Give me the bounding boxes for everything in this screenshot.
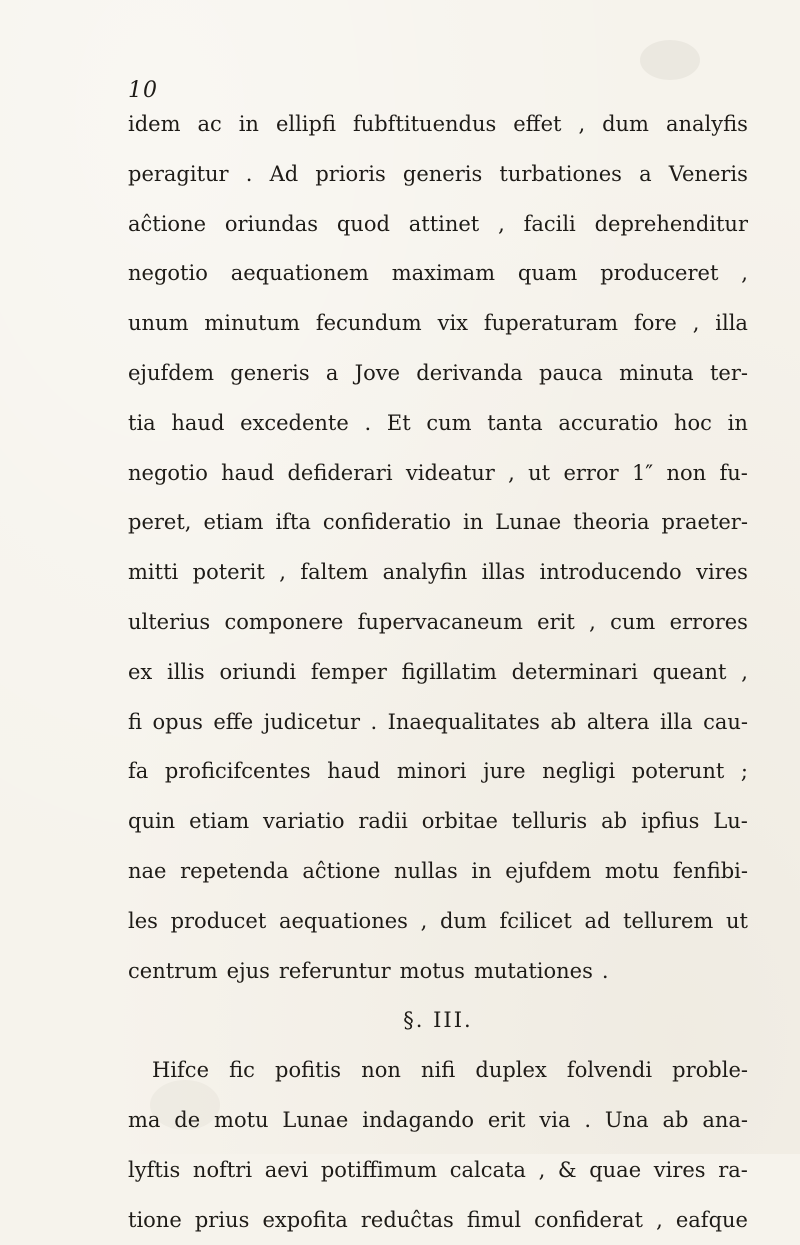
word: fic xyxy=(229,1058,255,1083)
word: poterunt xyxy=(631,759,725,784)
word: in xyxy=(463,510,484,535)
word: nifi xyxy=(421,1058,456,1083)
word: fecundum xyxy=(315,311,422,336)
word: etiam xyxy=(189,809,250,834)
word: ana- xyxy=(702,1107,748,1132)
word: ejufdem xyxy=(505,858,592,883)
word: , xyxy=(508,460,515,485)
word: derivanda xyxy=(416,360,523,385)
word: deprehenditur xyxy=(594,211,748,236)
word: erit xyxy=(487,1107,526,1132)
word: . xyxy=(584,1107,592,1132)
word: opus xyxy=(152,709,203,734)
word: . xyxy=(245,161,253,186)
word: duplex xyxy=(475,1058,547,1083)
word: Veneris xyxy=(668,161,748,186)
word: a xyxy=(639,161,652,186)
word: praeter- xyxy=(661,510,748,535)
word: vires xyxy=(696,560,748,585)
word: , xyxy=(589,609,596,634)
word: illis xyxy=(167,659,205,684)
word: , xyxy=(498,211,505,236)
page-number: 10 xyxy=(128,78,158,103)
text-line xyxy=(128,100,748,150)
text-line xyxy=(128,797,748,847)
word: fupervacaneum xyxy=(357,609,523,634)
word: etiam xyxy=(203,510,264,535)
word: facili xyxy=(523,211,576,236)
text-line xyxy=(128,847,748,897)
word: erit xyxy=(537,609,575,634)
word: negotio xyxy=(128,261,208,286)
word: orbitae xyxy=(421,809,498,834)
word: cau- xyxy=(703,709,748,734)
word: non xyxy=(361,1058,401,1083)
word: fu- xyxy=(719,460,748,485)
word: ter- xyxy=(709,360,748,385)
word: motu xyxy=(604,858,660,883)
word: & xyxy=(557,1157,577,1182)
word: theoria xyxy=(573,510,650,535)
word: haud xyxy=(327,759,381,784)
word: lyftis xyxy=(128,1157,181,1182)
word: generis xyxy=(230,360,310,385)
word: confideratio xyxy=(322,510,452,535)
word: Lunae xyxy=(495,510,562,535)
word: ifta xyxy=(275,510,311,535)
word: pauca xyxy=(539,360,603,385)
text-line xyxy=(128,399,748,449)
word: queant xyxy=(652,659,727,684)
word: 1″ xyxy=(631,460,654,485)
word: excedente xyxy=(240,410,349,435)
text-line xyxy=(128,1046,748,1096)
word: proble- xyxy=(672,1058,748,1083)
word: , xyxy=(578,112,586,136)
text-line xyxy=(128,449,748,499)
word: ex xyxy=(128,659,153,684)
word: Jove xyxy=(354,360,401,385)
word: referuntur xyxy=(278,958,391,983)
word: analyfin xyxy=(382,560,468,585)
word: fcilicet xyxy=(499,908,572,933)
word: peret, xyxy=(128,510,192,535)
word: haud xyxy=(221,460,275,485)
word: vires xyxy=(653,1157,706,1182)
word: ad xyxy=(584,908,611,933)
word: proficifcentes xyxy=(164,759,311,784)
word: dum xyxy=(439,908,487,933)
text-line xyxy=(128,598,748,648)
word: Lunae xyxy=(282,1107,349,1132)
word: ma xyxy=(128,1107,161,1132)
word: Lu- xyxy=(713,809,748,834)
word: minori xyxy=(396,759,467,784)
word: tione xyxy=(128,1207,182,1232)
word: aĉtione xyxy=(128,211,207,236)
word: Et xyxy=(386,410,411,435)
word: minutum xyxy=(204,311,300,336)
word: maximam xyxy=(391,261,496,286)
word: ; xyxy=(740,759,748,784)
word: ejufdem xyxy=(128,360,215,385)
word: minuta xyxy=(619,360,694,385)
word: in xyxy=(471,858,492,883)
word: expofita xyxy=(262,1207,348,1232)
word: les xyxy=(128,908,158,933)
word: non xyxy=(666,460,707,485)
word: illa xyxy=(715,311,748,336)
word: fi xyxy=(128,709,143,734)
word: fuperaturam xyxy=(483,311,619,336)
word: ra- xyxy=(718,1157,748,1182)
word: prioris xyxy=(315,161,386,186)
word: vix xyxy=(437,311,469,336)
word: aevi xyxy=(264,1157,309,1182)
word: accuratio xyxy=(558,410,659,435)
word: in xyxy=(238,112,259,136)
word: , xyxy=(420,908,428,933)
word: pofitis xyxy=(275,1058,342,1083)
word: indagando xyxy=(362,1107,475,1132)
word: ipfius xyxy=(640,809,700,834)
word: in xyxy=(727,410,748,435)
word: defiderari xyxy=(287,460,393,485)
word: via xyxy=(539,1107,571,1132)
word: mitti xyxy=(128,560,179,585)
word: oriundi xyxy=(219,659,297,684)
word: videatur xyxy=(405,460,495,485)
word: tanta xyxy=(487,410,543,435)
word: errores xyxy=(669,609,748,634)
word: hoc xyxy=(674,410,712,435)
word: attinet xyxy=(408,211,480,236)
word: componere xyxy=(224,609,344,634)
word: , xyxy=(741,261,748,286)
word: radii xyxy=(358,809,408,834)
word: dum xyxy=(602,112,649,136)
text-line xyxy=(128,299,748,349)
word: illas xyxy=(481,560,526,585)
word: , xyxy=(692,311,700,336)
text-line xyxy=(128,897,748,947)
word: figillatim xyxy=(401,659,497,684)
text-line xyxy=(128,747,748,797)
word: faltem xyxy=(300,560,369,585)
word: quod xyxy=(336,211,390,236)
word: ab xyxy=(662,1107,689,1132)
text-line xyxy=(128,498,748,548)
word: reduĉtas xyxy=(360,1207,454,1232)
word: unum xyxy=(128,311,189,336)
word: quin xyxy=(128,809,176,834)
word: variatio xyxy=(263,809,345,834)
word: calcata xyxy=(449,1157,526,1182)
word: tia xyxy=(128,410,156,435)
text-line xyxy=(128,200,748,250)
word: error xyxy=(563,460,619,485)
word: ab xyxy=(550,709,577,734)
word: nae xyxy=(128,858,167,883)
word: turbationes xyxy=(499,161,622,186)
word: Ad xyxy=(269,161,299,186)
word: nullas xyxy=(394,858,458,883)
word: negotio xyxy=(128,460,208,485)
word: , xyxy=(741,659,748,684)
word: ut xyxy=(528,460,551,485)
word: peragitur xyxy=(128,161,229,186)
word: aĉtione xyxy=(302,858,381,883)
word: negligi xyxy=(542,759,616,784)
word: ut xyxy=(725,908,748,933)
word: aequationem xyxy=(230,261,369,286)
text-line xyxy=(128,349,748,399)
word: effe xyxy=(213,709,254,734)
word: jure xyxy=(483,759,526,784)
word: tellurem xyxy=(623,908,714,933)
text-line xyxy=(128,548,748,598)
word: noftri xyxy=(192,1157,253,1182)
section-heading: §. III. xyxy=(403,1008,473,1033)
body-text xyxy=(128,100,748,1245)
word: ellipfi xyxy=(275,112,336,136)
word: confiderat xyxy=(534,1207,643,1232)
word: judicetur xyxy=(263,709,360,734)
word: quam xyxy=(517,261,578,286)
word: introducendo xyxy=(539,560,682,585)
text-line xyxy=(128,947,748,997)
word: fenfibi- xyxy=(672,858,748,883)
word: altera xyxy=(586,709,650,734)
word: motus xyxy=(399,958,465,983)
word: mutationes xyxy=(473,958,593,983)
word: oriundas xyxy=(224,211,319,236)
word: cum xyxy=(426,410,472,435)
word: Inaequalitates xyxy=(387,709,540,734)
text-line xyxy=(128,1146,748,1196)
word: analyfis xyxy=(665,112,748,136)
word: effet xyxy=(513,112,562,136)
text-line xyxy=(128,1096,748,1146)
word: fubftituendus xyxy=(352,112,497,136)
text-line xyxy=(128,698,748,748)
word: producet xyxy=(170,908,267,933)
word: quae xyxy=(589,1157,642,1182)
text-line xyxy=(128,1196,748,1245)
word: fa xyxy=(128,759,149,784)
word: . xyxy=(364,410,372,435)
paper-stain xyxy=(640,40,700,80)
word: Una xyxy=(604,1107,649,1132)
text-line xyxy=(128,249,748,299)
word: de xyxy=(174,1107,201,1132)
text-line xyxy=(128,648,748,698)
word: centrum xyxy=(128,958,218,983)
word: fore xyxy=(633,311,677,336)
word: prius xyxy=(194,1207,250,1232)
word: eafque xyxy=(675,1207,748,1232)
word: illa xyxy=(659,709,693,734)
word: aequationes xyxy=(278,908,408,933)
word: . xyxy=(370,709,378,734)
word: Hifce xyxy=(152,1058,209,1083)
word: , xyxy=(279,560,286,585)
word: ulterius xyxy=(128,609,211,634)
word: repetenda xyxy=(180,858,289,883)
word: , xyxy=(538,1157,546,1182)
word: fimul xyxy=(466,1207,522,1232)
word: telluris xyxy=(511,809,588,834)
word: ab xyxy=(601,809,628,834)
word: , xyxy=(656,1207,663,1232)
word: a xyxy=(325,360,339,385)
word: ac xyxy=(197,112,222,136)
word: motu xyxy=(214,1107,269,1132)
word: . xyxy=(601,958,609,983)
word: cum xyxy=(610,609,656,634)
word: ejus xyxy=(226,958,270,983)
word: haud xyxy=(171,410,225,435)
word: determinari xyxy=(511,659,638,684)
text-line xyxy=(128,150,748,200)
word: folvendi xyxy=(566,1058,653,1083)
word: femper xyxy=(310,659,387,684)
word: idem xyxy=(128,112,181,136)
word: produceret xyxy=(600,261,719,286)
word: poterit xyxy=(192,560,265,585)
word: potiffimum xyxy=(320,1157,438,1182)
word: generis xyxy=(402,161,483,186)
